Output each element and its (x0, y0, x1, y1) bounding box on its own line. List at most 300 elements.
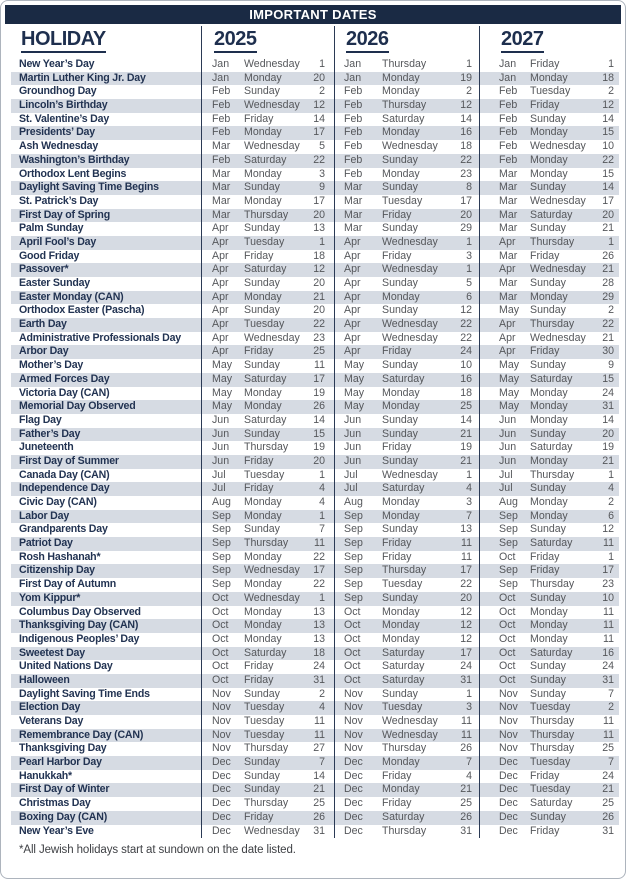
day-number: 17 (460, 646, 472, 659)
month: Jul (344, 468, 358, 481)
day-number: 11 (461, 537, 472, 550)
holiday-name: Rosh Hashanah* (19, 550, 101, 563)
month: Dec (499, 783, 518, 796)
table-row (11, 99, 619, 113)
date-cell-2025 (201, 551, 334, 565)
month: Sep (499, 537, 518, 550)
date-cell-2025 (201, 496, 334, 510)
date-cell-2026 (334, 742, 479, 756)
table-row (11, 742, 619, 756)
month: Sep (212, 523, 231, 536)
weekday: Thursday (382, 564, 427, 577)
date-cell-2026 (334, 441, 479, 455)
day-number: 12 (602, 523, 614, 536)
day-number: 1 (319, 509, 325, 522)
holiday-name: Armed Forces Day (19, 372, 110, 385)
holiday-name: Victoria Day (CAN) (19, 386, 110, 399)
month: Feb (344, 167, 363, 180)
weekday: Sunday (530, 810, 566, 823)
date-cell-2026 (334, 619, 479, 633)
weekday: Sunday (530, 181, 566, 194)
weekday: Friday (244, 482, 274, 495)
weekday: Saturday (382, 673, 425, 686)
weekday: Saturday (382, 660, 425, 673)
day-number: 3 (319, 167, 325, 180)
month: May (499, 359, 520, 372)
day-number: 4 (466, 769, 472, 782)
weekday: Monday (382, 85, 420, 98)
weekday: Friday (530, 564, 560, 577)
day-number: 13 (313, 619, 325, 632)
table-row (11, 181, 619, 195)
day-number: 21 (460, 783, 472, 796)
date-cell-2026 (334, 783, 479, 797)
date-cell-2026 (334, 510, 479, 524)
day-number: 18 (313, 249, 325, 262)
weekday: Wednesday (382, 235, 438, 248)
weekday: Saturday (530, 537, 573, 550)
month: Apr (212, 263, 229, 276)
holiday-name: Arbor Day (19, 345, 69, 358)
holiday-name: Veterans Day (19, 715, 84, 727)
month: Feb (212, 126, 231, 139)
month: Sep (344, 591, 363, 604)
month: Apr (212, 235, 229, 248)
month: May (212, 372, 233, 385)
month: Dec (344, 824, 363, 837)
date-cell-2025 (201, 400, 334, 414)
holiday-name: Sweetest Day (19, 646, 85, 659)
weekday: Monday (382, 783, 420, 796)
month: Dec (344, 810, 363, 823)
date-cell-2027 (479, 195, 619, 209)
date-cell-2027 (479, 783, 619, 797)
date-cell-2026 (334, 414, 479, 428)
weekday: Monday (530, 400, 568, 413)
day-number: 1 (608, 550, 614, 563)
day-number: 24 (460, 660, 472, 673)
month: Apr (212, 290, 229, 303)
weekday: Saturday (530, 797, 573, 810)
month: Nov (499, 728, 518, 741)
weekday: Sunday (530, 222, 566, 235)
date-cell-2025 (201, 304, 334, 318)
month: Feb (499, 112, 518, 125)
day-number: 21 (602, 263, 614, 276)
day-number: 20 (313, 304, 325, 317)
weekday: Monday (244, 496, 282, 508)
weekday: Thursday (382, 99, 427, 112)
day-number: 22 (313, 578, 325, 591)
weekday: Sunday (244, 277, 280, 289)
day-number: 10 (602, 591, 614, 604)
day-number: 1 (319, 468, 325, 481)
day-number: 2 (608, 85, 614, 98)
month: Sep (344, 564, 363, 577)
day-number: 21 (602, 222, 614, 235)
month: Aug (499, 496, 518, 508)
day-number: 14 (313, 112, 325, 125)
date-cell-2026 (334, 181, 479, 195)
month: Jun (344, 441, 362, 454)
holiday-name: Daylight Saving Time Begins (19, 181, 159, 194)
day-number: 19 (460, 441, 472, 454)
weekday: Sunday (244, 523, 280, 536)
table-row (11, 469, 619, 483)
weekday: Tuesday (244, 715, 285, 727)
day-number: 13 (313, 222, 325, 235)
holiday-name: First Day of Winter (19, 783, 110, 796)
date-cell-2026 (334, 825, 479, 839)
weekday: Monday (382, 386, 420, 399)
day-number: 1 (466, 468, 472, 481)
month: Dec (344, 783, 363, 796)
day-number: 20 (313, 277, 325, 289)
month: Apr (499, 331, 516, 344)
date-cell-2026 (334, 140, 479, 154)
day-number: 14 (460, 112, 472, 125)
month: Oct (344, 605, 361, 618)
day-number: 15 (602, 167, 614, 180)
date-cell-2027 (479, 414, 619, 428)
holiday-header-label: HOLIDAY (21, 29, 106, 53)
holiday-name: St. Patrick’s Day (19, 194, 99, 207)
day-number: 20 (460, 208, 472, 221)
weekday: Sunday (530, 673, 566, 686)
date-cell-2026 (334, 523, 479, 537)
month: Oct (212, 591, 229, 604)
weekday: Sunday (382, 523, 418, 536)
day-number: 2 (319, 687, 325, 700)
day-number: 11 (603, 619, 614, 632)
day-number: 18 (602, 71, 614, 84)
date-cell-2027 (479, 660, 619, 674)
table-row (11, 236, 619, 250)
weekday: Saturday (382, 482, 425, 495)
date-cell-2025 (201, 277, 334, 291)
weekday: Friday (530, 769, 560, 782)
date-cell-2025 (201, 537, 334, 551)
weekday: Sunday (530, 277, 566, 289)
table-row (11, 578, 619, 592)
date-cell-2025 (201, 756, 334, 770)
date-cell-2025 (201, 168, 334, 182)
day-number: 11 (461, 715, 472, 727)
weekday: Tuesday (382, 194, 423, 207)
month: Sep (212, 509, 231, 522)
date-cell-2027 (479, 345, 619, 359)
day-number: 11 (603, 632, 614, 645)
date-cell-2025 (201, 222, 334, 236)
title-bar (5, 5, 621, 24)
day-number: 24 (602, 769, 614, 782)
month: Jan (344, 71, 362, 84)
date-cell-2027 (479, 510, 619, 524)
date-cell-2025 (201, 345, 334, 359)
day-number: 16 (460, 126, 472, 139)
month: Jun (499, 454, 517, 467)
weekday: Sunday (530, 523, 566, 536)
weekday: Tuesday (244, 728, 285, 741)
day-number: 6 (608, 509, 614, 522)
date-cell-2027 (479, 222, 619, 236)
weekday: Saturday (382, 112, 425, 125)
day-number: 2 (608, 496, 614, 508)
date-cell-2026 (334, 715, 479, 729)
month: Mar (344, 208, 363, 221)
month: Jun (344, 413, 362, 426)
date-cell-2027 (479, 277, 619, 291)
month: Mar (212, 208, 231, 221)
date-cell-2026 (334, 222, 479, 236)
date-cell-2025 (201, 263, 334, 277)
day-number: 1 (319, 591, 325, 604)
date-cell-2026 (334, 551, 479, 565)
table-row (11, 715, 619, 729)
weekday: Saturday (244, 646, 287, 659)
holiday-name: New Year’s Eve (19, 824, 94, 837)
page-title: IMPORTANT DATES (249, 7, 377, 22)
date-cell-2026 (334, 482, 479, 496)
day-number: 1 (466, 235, 472, 248)
date-cell-2027 (479, 770, 619, 784)
weekday: Friday (382, 441, 412, 454)
date-cell-2027 (479, 551, 619, 565)
table-row (11, 140, 619, 154)
holiday-name: Hanukkah* (19, 769, 72, 782)
day-number: 26 (313, 400, 325, 413)
month: Sep (344, 537, 363, 550)
holiday-name: First Day of Summer (19, 454, 119, 467)
holiday-name: Lincoln’s Birthday (19, 99, 108, 112)
day-number: 23 (602, 578, 614, 591)
table-row (11, 277, 619, 291)
date-cell-2025 (201, 578, 334, 592)
date-cell-2025 (201, 181, 334, 195)
date-cell-2025 (201, 58, 334, 72)
date-cell-2026 (334, 688, 479, 702)
weekday: Sunday (244, 769, 280, 782)
date-cell-2027 (479, 715, 619, 729)
month: Feb (499, 85, 518, 98)
table-row (11, 85, 619, 99)
day-number: 20 (313, 208, 325, 221)
table-row (11, 606, 619, 620)
weekday: Saturday (530, 372, 573, 385)
weekday: Thursday (530, 468, 575, 481)
date-cell-2027 (479, 373, 619, 387)
weekday: Monday (244, 605, 282, 618)
month: Oct (212, 660, 229, 673)
month: Mar (344, 222, 363, 235)
month: Jul (499, 482, 513, 495)
holiday-name: Easter Monday (CAN) (19, 290, 124, 303)
date-cell-2026 (334, 537, 479, 551)
month: Jun (499, 441, 517, 454)
date-cell-2025 (201, 291, 334, 305)
date-cell-2027 (479, 400, 619, 414)
date-cell-2025 (201, 606, 334, 620)
table-row (11, 113, 619, 127)
month: Apr (212, 318, 229, 331)
month: Nov (499, 687, 518, 700)
month: Oct (212, 673, 229, 686)
date-cell-2026 (334, 85, 479, 99)
month: May (212, 359, 233, 372)
month: Feb (344, 112, 363, 125)
month: Jul (344, 482, 358, 495)
month: Nov (344, 701, 363, 714)
date-cell-2025 (201, 250, 334, 264)
date-cell-2026 (334, 455, 479, 469)
weekday: Sunday (244, 85, 280, 98)
weekday: Monday (382, 619, 420, 632)
day-number: 25 (602, 742, 614, 755)
weekday: Sunday (382, 277, 418, 289)
date-cell-2027 (479, 99, 619, 113)
day-number: 31 (460, 824, 472, 837)
weekday: Monday (382, 71, 420, 84)
footnote: *All Jewish holidays start at sundown on the date listed. (19, 844, 296, 856)
date-cell-2025 (201, 359, 334, 373)
day-number: 17 (313, 372, 325, 385)
weekday: Wednesday (244, 331, 300, 344)
month: Nov (212, 742, 231, 755)
month: Mar (212, 140, 231, 153)
date-cell-2025 (201, 482, 334, 496)
day-number: 22 (460, 331, 472, 344)
weekday: Tuesday (244, 318, 285, 331)
date-cell-2025 (201, 99, 334, 113)
weekday: Sunday (382, 413, 418, 426)
holiday-name: United Nations Day (19, 660, 113, 673)
weekday: Tuesday (244, 468, 285, 481)
month: Nov (344, 687, 363, 700)
date-cell-2026 (334, 797, 479, 811)
day-number: 21 (460, 454, 472, 467)
month: Oct (499, 646, 516, 659)
table-row (11, 825, 619, 839)
date-cell-2025 (201, 209, 334, 223)
month: Mar (212, 194, 231, 207)
month: Jun (344, 427, 362, 440)
date-cell-2025 (201, 140, 334, 154)
weekday: Monday (530, 509, 568, 522)
weekday: Monday (530, 167, 568, 180)
table-row (11, 304, 619, 318)
month: Dec (344, 756, 363, 769)
table-row (11, 263, 619, 277)
holiday-name: Columbus Day Observed (19, 605, 141, 618)
month: Jan (499, 58, 517, 70)
holiday-name: Halloween (19, 673, 70, 686)
weekday: Friday (530, 345, 560, 358)
day-number: 14 (602, 181, 614, 194)
weekday: Sunday (530, 687, 566, 700)
month: May (344, 400, 365, 413)
day-number: 3 (466, 496, 472, 508)
date-cell-2026 (334, 770, 479, 784)
weekday: Monday (382, 167, 420, 180)
holiday-name: Mother’s Day (19, 359, 84, 372)
date-cell-2027 (479, 564, 619, 578)
day-number: 14 (602, 112, 614, 125)
day-number: 8 (466, 181, 472, 194)
table-row (11, 592, 619, 606)
weekday: Sunday (530, 660, 566, 673)
month: May (499, 386, 520, 399)
weekday: Tuesday (530, 756, 571, 769)
day-number: 29 (602, 290, 614, 303)
month: Apr (212, 304, 229, 317)
month: Feb (344, 85, 363, 98)
table-row (11, 428, 619, 442)
weekday: Sunday (382, 222, 418, 235)
date-cell-2026 (334, 578, 479, 592)
weekday: Tuesday (244, 235, 285, 248)
table-row (11, 209, 619, 223)
day-number: 17 (602, 194, 614, 207)
day-number: 11 (603, 605, 614, 618)
date-cell-2027 (479, 318, 619, 332)
date-cell-2027 (479, 263, 619, 277)
table-row (11, 510, 619, 524)
month: Feb (344, 99, 363, 112)
weekday: Saturday (382, 372, 425, 385)
year-column-header-2026 (334, 26, 479, 58)
holiday-name: Juneteenth (19, 441, 74, 454)
weekday: Monday (244, 71, 282, 84)
table-row (11, 811, 619, 825)
month: Dec (499, 797, 518, 810)
date-cell-2025 (201, 469, 334, 483)
month: Dec (499, 756, 518, 769)
month: Jun (212, 454, 230, 467)
holiday-name: Citizenship Day (19, 564, 95, 577)
weekday: Monday (244, 194, 282, 207)
day-number: 13 (313, 605, 325, 618)
holiday-name: New Year’s Day (19, 58, 95, 70)
day-number: 24 (460, 345, 472, 358)
month: Feb (344, 126, 363, 139)
weekday: Monday (244, 167, 282, 180)
month: Mar (499, 249, 518, 262)
month: Aug (212, 496, 231, 508)
table-row (11, 482, 619, 496)
weekday: Saturday (244, 263, 287, 276)
weekday: Wednesday (382, 318, 438, 331)
weekday: Sunday (530, 359, 566, 372)
day-number: 2 (466, 85, 472, 98)
date-cell-2027 (479, 592, 619, 606)
month: Sep (212, 537, 231, 550)
day-number: 21 (602, 331, 614, 344)
month: Apr (499, 345, 516, 358)
day-number: 18 (313, 646, 325, 659)
date-cell-2027 (479, 469, 619, 483)
table-row (11, 359, 619, 373)
date-cell-2025 (201, 441, 334, 455)
table-row (11, 797, 619, 811)
table-row (11, 345, 619, 359)
date-cell-2027 (479, 482, 619, 496)
table-row (11, 373, 619, 387)
weekday: Sunday (244, 687, 280, 700)
day-number: 17 (313, 126, 325, 139)
holiday-name: Administrative Professionals Day (19, 331, 181, 344)
holiday-name: Palm Sunday (19, 222, 84, 235)
day-number: 21 (313, 783, 325, 796)
